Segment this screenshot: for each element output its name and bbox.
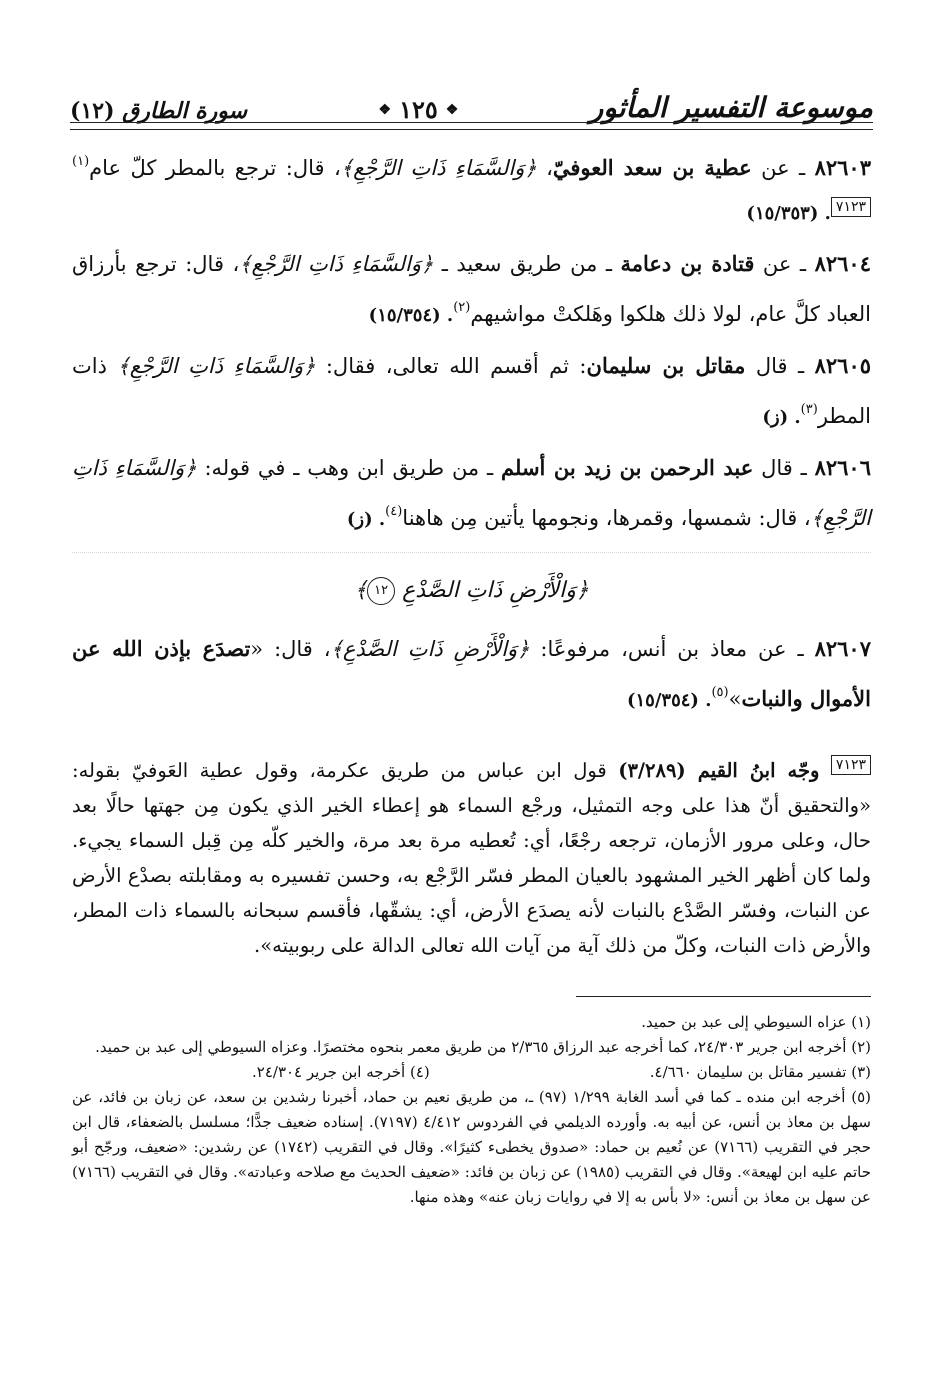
- narrator-name: قتادة بن دعامة: [620, 251, 755, 276]
- footnote: (٤) أخرجه ابن جرير ٢٤/٣٠٤.: [252, 1063, 430, 1081]
- source-ref: . (١٥/٣٥٤): [626, 690, 712, 711]
- ayah-heading: [72, 577, 871, 605]
- quran-quote: ﴿وَالسَّمَاءِ ذَاتِ الرَّجْعِ﴾: [340, 156, 537, 180]
- entry-text: ـ قال: [753, 456, 815, 480]
- narrator-name: مقاتل بن سليمان: [586, 353, 746, 378]
- entry-text: ، قال: ترجع بأرزاق العباد كلَّ عام، لولا ذلك هلكوا وهَلكتْ مواشيهم: [72, 252, 871, 326]
- header-rule: [70, 122, 873, 130]
- narrator-name: عبد الرحمن بن زيد بن أسلم: [501, 455, 754, 480]
- entry-number: ٨٢٦٠٥: [814, 353, 872, 378]
- entry-text: : ثم أقسم الله تعالى، فقال:: [315, 354, 587, 378]
- entry-number: ٨٢٦٠٧: [814, 636, 871, 661]
- source-ref: . (ز): [762, 407, 801, 428]
- footnote: (٥) أخرجه ابن منده ـ كما في أسد الغابة ١/٢٩٩ (٩٧) ـ، من طريق نعيم بن حماد، أخبرنا رشدين بن سعد، عن زبان بن فائد، عن سهل بن معاذ بن أنس، عن أبيه به. وأورده الديلمي في الفردوس ٤/٤١٢ (٧١٩٧). إسناده ضعيف جدًّا؛ مسلسل بالضعفاء، قال ابن حجر في التقريب (٧١٦٦) عن نُعيم بن حماد: «صدوق يخطىء كثيرًا». وقال في التقريب (١٧٤٢) عن رشدين: «ضعيف، ورجّح أبو حاتم عليه ابن لهيعة». وقال في التقريب (١٩٨٥) عن زبان بن فائد: «ضعيف الحديث مع صلاحه وعبادته». وقال في التقريب (٧١٦٦) عن سهل بن معاذ بن أنس: «لا بأس به إلا في روايات زبان عنه» وهذه منها.: [72, 1088, 872, 1206]
- source-ref: . (ز): [346, 509, 386, 530]
- footnote-marker[interactable]: (٢): [453, 300, 471, 315]
- surah-number: (١٢): [70, 98, 115, 124]
- entry-text: ، قال: «: [250, 637, 331, 661]
- ayah-text: ﴿وَالْأَرْضِ ذَاتِ الصَّدْعِ: [402, 578, 589, 603]
- page-header: [70, 62, 873, 124]
- entry-text: »: [728, 687, 742, 711]
- book-title: موسوعة التفسير المأثور: [589, 91, 873, 124]
- commentary-heading: وجّه ابنُ القيم (٣/٢٨٩): [618, 759, 820, 782]
- entry-number: ٨٢٦٠٤: [814, 251, 871, 276]
- footnote-marker[interactable]: (٤): [385, 504, 403, 519]
- footnote: (١) عزاه السيوطي إلى عبد بن حميد.: [641, 1013, 871, 1031]
- quran-quote: ﴿وَالسَّمَاءِ ذَاتِ الرَّجْعِ﴾: [117, 354, 316, 378]
- commentary-ref-box[interactable]: ٧١٢٣: [831, 197, 871, 217]
- hadith-text: تصدَع بإذن الله عن الأموال والنبات: [72, 636, 871, 711]
- hadith-entry: [72, 344, 871, 440]
- quran-quote: ﴿وَالْأَرْضِ ذَاتِ الصَّدْعِ﴾: [330, 637, 530, 661]
- footnote-row: [72, 1060, 871, 1085]
- entry-text: ، قال: شمسها، وقمرها، ونجومها يأتين مِن هاهنا: [402, 506, 811, 530]
- entry-number: ٨٢٦٠٣: [814, 155, 871, 180]
- ornament-icon: ❖: [378, 101, 392, 118]
- entry-text: ذات المطر: [72, 354, 871, 428]
- hadith-entry: [72, 140, 871, 236]
- entry-text: ،: [536, 156, 553, 180]
- main-content: [72, 140, 871, 983]
- hadith-entry: [72, 242, 871, 338]
- entry-text: ـ من طريق سعيد ـ: [433, 252, 621, 276]
- quran-quote: ﴿وَالسَّمَاءِ ذَاتِ الرَّجْعِ﴾: [239, 252, 434, 276]
- surah-name: [70, 98, 247, 124]
- section-divider: [72, 552, 871, 553]
- hadith-entry: [72, 627, 871, 723]
- page-number-value: ١٢٥: [399, 95, 438, 124]
- entry-text: ـ من طريق ابن وهب ـ في قوله:: [196, 456, 502, 480]
- footnote-marker[interactable]: (١): [72, 154, 90, 169]
- commentary-text: قول ابن عباس من طريق عكرمة، وقول عطية العَوفيّ بقوله: «والتحقيق أنّ هذا على وجه التمثيل، ورجْع السماء هو إعطاء الخير الذي يكون مِن جهتها حالًا بعد حال، وعلى مرور الأزمان، ترجعه رجْعًا، أي: تُعطيه مرة بعد مرة، والخير كلّه مِن قِبل السماء يجيء. ولما كان أظهر الخير المشهود بالعيان المطر فسّر الرَّجْع به، وحسن تفسيره به ومقابلته بصدْع الأرض عن النبات، وفسّر الصَّدْع بالنبات لأنه يصدَع الأرض، أي: يشقّها، فأقسم سبحانه بالسماء ذات المطر، والأرض ذات النبات، وكلّ من ذلك آية من آيات الله تعالى الدالة على ربوبيته».: [72, 759, 871, 957]
- entry-text: ، قال: ترجع بالمطر كلّ عام: [89, 156, 341, 180]
- commentary-block: [72, 753, 871, 963]
- source-ref: . (١٥/٣٥٣): [746, 203, 831, 224]
- ayah-bracket: ﴾: [354, 578, 368, 603]
- hadith-entry: [72, 446, 871, 542]
- footnote-marker[interactable]: (٥): [711, 685, 729, 700]
- footnote: (٢) أخرجه ابن جرير ٢٤/٣٠٣، كما أخرجه عبد الرزاق ٢/٣٦٥ من طريق معمر بنحوه مختصرًا. وعزاه السيوطي إلى عبد بن حميد.: [95, 1038, 871, 1056]
- entry-text: ـ قال: [745, 354, 815, 378]
- commentary-ref-box: ٧١٢٣: [831, 755, 871, 775]
- footnote-rule: [576, 996, 871, 997]
- entry-text: ـ عن: [751, 156, 815, 180]
- entry-text: ـ عن: [754, 252, 815, 276]
- source-ref: . (١٥/٣٥٤): [368, 305, 454, 326]
- ayah-number-badge: ١٢: [367, 577, 395, 605]
- footnote: (٣) تفسير مقاتل بن سليمان ٤/٦٦٠.: [649, 1063, 871, 1081]
- quran-quote: ﴿وَالسَّمَاءِ ذَاتِ الرَّجْعِ﴾: [72, 456, 871, 530]
- entry-number: ٨٢٦٠٦: [814, 455, 871, 480]
- narrator-name: عطية بن سعد العوفيّ: [552, 155, 752, 180]
- page-number: [379, 95, 459, 124]
- footnotes: [72, 1010, 871, 1210]
- surah-title: سورة الطارق: [122, 98, 248, 124]
- entry-text: ـ عن معاذ بن أنس، مرفوعًا:: [529, 637, 815, 661]
- ornament-icon: ❖: [445, 101, 459, 118]
- footnote-marker[interactable]: (٣): [800, 402, 818, 417]
